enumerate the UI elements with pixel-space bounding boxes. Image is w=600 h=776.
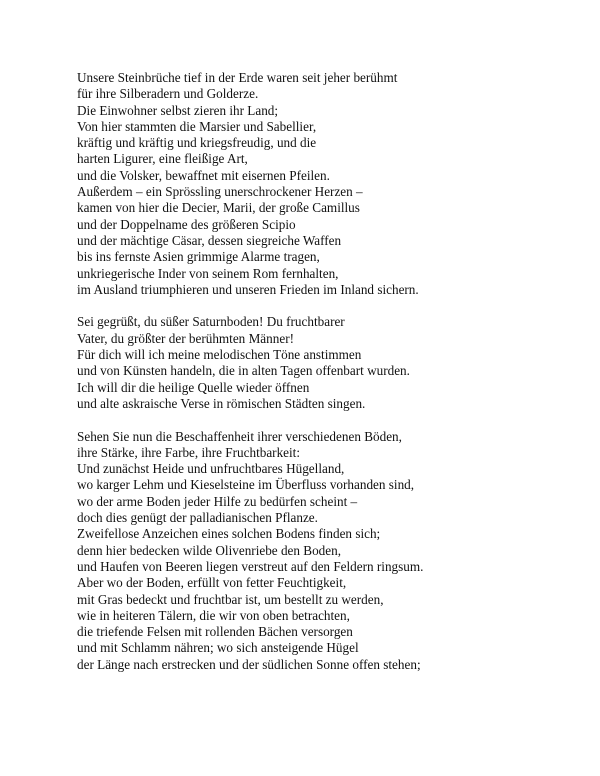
text-line: Ich will dir die heilige Quelle wieder öffnen bbox=[77, 379, 310, 395]
text-line: kräftig und kräftig und kriegsfreudig, und die bbox=[77, 135, 317, 151]
text-line: für ihre Silberadern und Golderze. bbox=[77, 86, 259, 102]
stanza-2 bbox=[77, 314, 577, 412]
text-line: mit Gras bedeckt und fruchtbar ist, um bestellt zu werden, bbox=[77, 591, 384, 607]
text-line: bis ins fernste Asien grimmige Alarme tragen, bbox=[77, 249, 320, 265]
text-line: wie in heiteren Tälern, die wir von oben betrachten, bbox=[77, 607, 350, 623]
text-line: Außerdem – ein Sprössling unerschrockener Herzen – bbox=[77, 184, 363, 200]
text-line: und der mächtige Cäsar, dessen siegreiche Waffen bbox=[77, 232, 342, 248]
stanza-3 bbox=[77, 429, 577, 673]
text-line: Aber wo der Boden, erfüllt von fetter Feuchtigkeit, bbox=[77, 575, 347, 591]
text-line: kamen von hier die Decier, Marii, der große Camillus bbox=[77, 200, 360, 216]
text-line: und die Volsker, bewaffnet mit eisernen Pfeilen. bbox=[77, 167, 330, 183]
text-line: und von Künsten handeln, die in alten Tagen offenbart wurden. bbox=[77, 363, 410, 379]
text-line: und mit Schlamm nähren; wo sich ansteigende Hügel bbox=[77, 640, 359, 656]
text-line: Die Einwohner selbst zieren ihr Land; bbox=[77, 102, 279, 118]
text-line: Von hier stammten die Marsier und Sabellier, bbox=[77, 118, 317, 134]
text-line: Sei gegrüßt, du süßer Saturnboden! Du fruchtbarer bbox=[77, 314, 345, 330]
text-line: die triefende Felsen mit rollenden Bächen versorgen bbox=[77, 624, 353, 640]
text-line: ihre Stärke, ihre Farbe, ihre Fruchtbarkeit: bbox=[77, 444, 301, 460]
text-line: Sehen Sie nun die Beschaffenheit ihrer verschiedenen Böden, bbox=[77, 428, 402, 444]
text-line: wo karger Lehm und Kieselsteine im Überfluss vorhanden sind, bbox=[77, 477, 415, 493]
text-line: denn hier bedecken wilde Olivenriebe den Boden, bbox=[77, 542, 342, 558]
text-line: Für dich will ich meine melodischen Töne anstimmen bbox=[77, 347, 362, 363]
text-line: unkriegerische Inder von seinem Rom fernhalten, bbox=[77, 265, 339, 281]
text-line: und Haufen von Beeren liegen verstreut auf den Feldern ringsum. bbox=[77, 558, 424, 574]
text-line: im Ausland triumphieren und unseren Frieden im Inland sichern. bbox=[77, 281, 419, 297]
text-line: Und zunächst Heide und unfruchtbares Hügelland, bbox=[77, 461, 345, 477]
text-line: harten Ligurer, eine fleißige Art, bbox=[77, 151, 248, 167]
text-line: doch dies genügt der palladianischen Pflanze. bbox=[77, 510, 318, 526]
text-line: der Länge nach erstrecken und der südlichen Sonne offen stehen; bbox=[77, 656, 421, 672]
stanza-1 bbox=[77, 70, 577, 298]
text-line: und alte askraische Verse in römischen Städten singen. bbox=[77, 395, 366, 411]
text-line: Zweifellose Anzeichen eines solchen Bodens finden sich; bbox=[77, 526, 381, 542]
text-line: und der Doppelname des größeren Scipio bbox=[77, 216, 296, 232]
text-line: Vater, du größter der berühmten Männer! bbox=[77, 330, 294, 346]
text-line: Unsere Steinbrüche tief in der Erde waren seit jeher berühmt bbox=[77, 70, 398, 85]
poem-text bbox=[77, 70, 577, 689]
text-line: wo der arme Boden jeder Hilfe zu bedürfen scheint – bbox=[77, 493, 358, 509]
